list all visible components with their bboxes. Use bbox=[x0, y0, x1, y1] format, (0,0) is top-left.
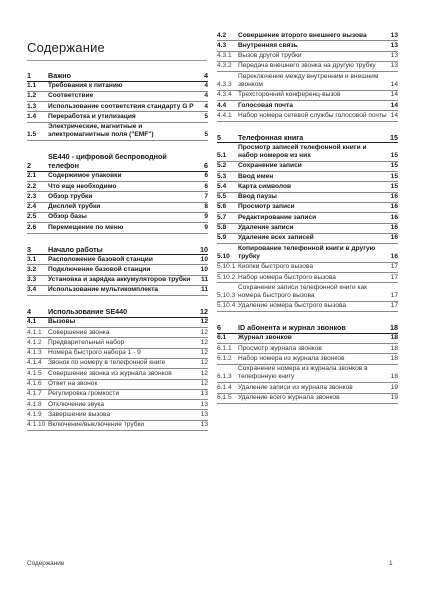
toc-entry-page: 15 bbox=[390, 151, 398, 159]
toc-entry-number: 4.1.10 bbox=[27, 421, 46, 429]
toc-entry-number: 3.3 bbox=[27, 276, 37, 284]
toc-entry-number: 1.2 bbox=[27, 92, 37, 100]
toc-entry[interactable] bbox=[27, 102, 208, 112]
toc-entry[interactable] bbox=[217, 72, 398, 91]
toc-entry-number: 5.8 bbox=[217, 224, 227, 232]
toc-entry-page: 12 bbox=[200, 338, 208, 346]
toc-entry[interactable] bbox=[27, 400, 208, 410]
toc-entry[interactable] bbox=[27, 82, 208, 92]
toc-entry-title: Вызовы bbox=[48, 318, 76, 326]
toc-entry-number: 4.3 bbox=[217, 41, 227, 49]
toc-entry-number: 6 bbox=[217, 323, 221, 333]
toc-entry-number: 6.1.3 bbox=[217, 373, 232, 381]
toc-entry[interactable] bbox=[217, 213, 398, 223]
toc-entry[interactable] bbox=[27, 276, 208, 286]
toc-entry[interactable] bbox=[27, 328, 208, 338]
toc-entry[interactable] bbox=[27, 255, 208, 265]
toc-entry-title: Переключение между внутренним и внешним звонком bbox=[238, 72, 379, 88]
toc-entry-number: 4.2 bbox=[217, 31, 227, 39]
toc-entry-page: 13 bbox=[200, 390, 208, 398]
toc-entry[interactable] bbox=[27, 421, 208, 431]
toc-entry-number: 2.3 bbox=[27, 192, 37, 200]
toc-entry-page: 15 bbox=[390, 182, 398, 190]
toc-left-column bbox=[27, 70, 208, 441]
toc-entry-page: 13 bbox=[390, 31, 398, 39]
toc-entry-title: Набор номера быстрого вызова bbox=[238, 273, 336, 281]
toc-entry-title: Начало работы bbox=[48, 244, 103, 254]
toc-entry[interactable] bbox=[217, 383, 398, 393]
toc-entry-title: Трехсторонний конференц-вызов bbox=[238, 91, 341, 99]
toc-entry-number: 2 bbox=[27, 161, 31, 171]
toc-entry-number: 4.1.5 bbox=[27, 369, 42, 377]
toc-entry[interactable] bbox=[217, 162, 398, 172]
toc-entry-title: Карта символов bbox=[238, 182, 292, 190]
toc-entry-title: Обзор базы bbox=[48, 213, 87, 221]
toc-entry[interactable] bbox=[217, 273, 398, 283]
toc-entry-number: 5.5 bbox=[217, 193, 227, 201]
toc-entry-page: 12 bbox=[200, 369, 208, 377]
toc-entry[interactable] bbox=[217, 224, 398, 234]
toc-entry-number: 2.6 bbox=[27, 223, 37, 231]
toc-entry-page: 18 bbox=[390, 334, 398, 342]
toc-entry-page: 14 bbox=[390, 101, 398, 109]
toc-entry-number: 6.1.4 bbox=[217, 383, 232, 391]
toc-entry[interactable] bbox=[217, 302, 398, 312]
toc-entry-title: Переработка и утилизация bbox=[48, 112, 136, 120]
toc-entry-title: Перемещение по меню bbox=[48, 223, 124, 231]
page-title: Содержание bbox=[27, 40, 105, 55]
toc-entry-page: 16 bbox=[390, 193, 398, 201]
toc-entry-page: 18 bbox=[390, 344, 398, 352]
toc-entry-title: Использование соответствия стандарту G P bbox=[48, 102, 194, 110]
toc-section bbox=[217, 31, 398, 122]
toc-entry-title: Набор номера сетевой службы голосовой почты bbox=[238, 111, 387, 119]
toc-entry[interactable] bbox=[27, 265, 208, 275]
toc-entry-title: Содержимое упаковки bbox=[48, 172, 122, 180]
toc-entry[interactable] bbox=[217, 365, 398, 384]
toc-entry-number: 5 bbox=[217, 132, 221, 142]
toc-entry-title: Отключение звука bbox=[48, 400, 105, 408]
toc-entry-page: 12 bbox=[200, 359, 208, 367]
toc-entry-title: Ввод паузы bbox=[238, 193, 277, 201]
toc-entry-title: Копирование телефонной книги в другую трубку bbox=[238, 244, 376, 260]
toc-entry-page: 16 bbox=[390, 224, 398, 232]
toc-section bbox=[27, 151, 208, 233]
toc-entry-page: 4 bbox=[204, 82, 208, 89]
toc-entry-title: Набор номера из журнала звонков bbox=[238, 354, 345, 362]
toc-section bbox=[217, 132, 398, 313]
toc-entry-number: 5.6 bbox=[217, 203, 227, 211]
toc-entry-number: 6.1.5 bbox=[217, 394, 232, 401]
toc-entry-number: 1.1 bbox=[27, 82, 37, 89]
toc-entry-number: 4.1.1 bbox=[27, 328, 42, 336]
toc-entry[interactable] bbox=[27, 151, 208, 172]
toc-entry-title: Журнал звонков bbox=[238, 334, 292, 342]
toc-entry[interactable] bbox=[217, 244, 398, 263]
toc-section bbox=[217, 322, 398, 404]
toc-entry-title: Дисплей трубки bbox=[48, 203, 101, 211]
toc-entry-page: 6 bbox=[204, 182, 208, 190]
toc-entry[interactable] bbox=[217, 193, 398, 203]
toc-entry-page: 18 bbox=[390, 323, 398, 333]
toc-entry-page: 18 bbox=[390, 354, 398, 362]
toc-entry-title: Совершение второго внешнего вызова bbox=[238, 31, 367, 39]
toc-entry-page: 19 bbox=[390, 394, 398, 401]
toc-entry-page: 15 bbox=[390, 172, 398, 180]
toc-entry-number: 4.1 bbox=[27, 318, 37, 326]
toc-entry-title: Использование SE440 bbox=[48, 307, 128, 317]
toc-entry-number: 4 bbox=[27, 307, 31, 317]
toc-entry-title: Сохранение номера из журнала звонков в телефонную книгу bbox=[238, 365, 368, 381]
toc-entry-page: 13 bbox=[200, 421, 208, 429]
toc-entry[interactable] bbox=[27, 92, 208, 102]
toc-entry-number: 3.4 bbox=[27, 286, 37, 294]
toc-entry[interactable] bbox=[27, 369, 208, 379]
toc-entry-page: 13 bbox=[390, 52, 398, 60]
toc-entry[interactable] bbox=[217, 101, 398, 111]
toc-entry-title: Расположение базовой станции bbox=[48, 255, 153, 263]
toc-entry-title: Включение/выключение трубки bbox=[48, 421, 145, 429]
toc-entry[interactable] bbox=[217, 344, 398, 354]
toc-entry[interactable] bbox=[27, 306, 208, 318]
toc-entry-page: 7 bbox=[204, 192, 208, 200]
toc-entry-title: Что еще необходимо bbox=[48, 182, 117, 190]
toc-entry-number: 4.1.4 bbox=[27, 359, 42, 367]
toc-entry-title: Завершение вызова bbox=[48, 410, 111, 418]
toc-entry-page: 15 bbox=[390, 162, 398, 170]
toc-entry[interactable] bbox=[217, 394, 398, 404]
toc-entry-page: 13 bbox=[200, 400, 208, 408]
toc-entry-number: 6.1.2 bbox=[217, 354, 232, 362]
footer-section-label: Содержание bbox=[27, 560, 65, 567]
toc-entry-number: 5.10 bbox=[217, 252, 230, 260]
toc-entry[interactable] bbox=[217, 234, 398, 244]
toc-entry[interactable] bbox=[217, 111, 398, 121]
toc-entry-page: 19 bbox=[390, 383, 398, 391]
toc-entry-number: 3.2 bbox=[27, 265, 37, 273]
toc-entry[interactable] bbox=[27, 349, 208, 359]
toc-entry-page: 12 bbox=[200, 328, 208, 336]
toc-entry-number: 4.3.2 bbox=[217, 62, 232, 70]
toc-entry-title: Важно bbox=[48, 71, 72, 80]
toc-entry-page: 10 bbox=[200, 244, 208, 254]
toc-section bbox=[27, 306, 208, 431]
toc-entry-number: 4.1.8 bbox=[27, 400, 42, 408]
toc-entry-number: 6.1.1 bbox=[217, 344, 232, 352]
toc-entry-number: 4.1.3 bbox=[27, 349, 42, 357]
toc-entry[interactable] bbox=[27, 112, 208, 122]
toc-entry[interactable] bbox=[217, 203, 398, 213]
title-divider bbox=[27, 60, 207, 61]
toc-entry-number: 2.2 bbox=[27, 182, 37, 190]
toc-entry-number: 3 bbox=[27, 244, 31, 254]
toc-entry-number: 2.5 bbox=[27, 213, 37, 221]
toc-entry-number: 5.7 bbox=[217, 213, 227, 221]
toc-right-column bbox=[217, 31, 398, 414]
toc-entry-page: 16 bbox=[390, 203, 398, 211]
toc-entry-number: 5.10.4 bbox=[217, 302, 236, 310]
toc-entry[interactable] bbox=[27, 213, 208, 223]
toc-entry-page: 5 bbox=[204, 112, 208, 120]
toc-entry-number: 5.9 bbox=[217, 234, 227, 242]
toc-entry-title: Регулировка громкости bbox=[48, 390, 120, 398]
toc-entry-title: Подключение базовой станции bbox=[48, 265, 151, 273]
toc-entry-title: Совершение звонка bbox=[48, 328, 110, 336]
toc-entry-number: 5.3 bbox=[217, 172, 227, 180]
toc-entry[interactable] bbox=[27, 359, 208, 369]
toc-entry[interactable] bbox=[217, 31, 398, 41]
toc-entry[interactable] bbox=[27, 223, 208, 233]
toc-entry[interactable] bbox=[217, 132, 398, 144]
toc-entry[interactable] bbox=[27, 338, 208, 348]
toc-entry-title: Голосовая почта bbox=[238, 101, 293, 109]
toc-entry[interactable] bbox=[217, 322, 398, 334]
toc-entry-number: 5.2 bbox=[217, 162, 227, 170]
toc-entry-title: Вызов другой трубки bbox=[238, 52, 302, 60]
toc-entry-page: 14 bbox=[390, 80, 398, 88]
toc-entry[interactable] bbox=[217, 334, 398, 344]
toc-entry-page: 16 bbox=[390, 213, 398, 221]
toc-entry-page: 10 bbox=[200, 255, 208, 263]
toc-entry-number: 5.10.1 bbox=[217, 263, 236, 271]
toc-entry-page: 11 bbox=[201, 276, 208, 284]
toc-section bbox=[27, 244, 208, 297]
toc-entry[interactable] bbox=[217, 62, 398, 72]
toc-entry-number: 5.10.2 bbox=[217, 273, 236, 281]
toc-entry-number: 3.1 bbox=[27, 255, 37, 263]
toc-entry-title: Совершение звонка из журнала звонков bbox=[48, 369, 172, 377]
toc-entry[interactable] bbox=[217, 41, 398, 51]
toc-entry-page: 6 bbox=[204, 172, 208, 180]
toc-entry-page: 5 bbox=[204, 131, 208, 139]
toc-entry-page: 18 bbox=[390, 373, 398, 381]
toc-entry-number: 5.1 bbox=[217, 151, 227, 159]
toc-entry[interactable] bbox=[217, 283, 398, 302]
toc-entry-title: Использование мультикомплекта bbox=[48, 286, 159, 294]
toc-entry-title: Номера быстрого набора 1 - 9 bbox=[48, 349, 141, 357]
toc-entry-title: Просмотр журнала звонков bbox=[238, 344, 322, 352]
toc-entry[interactable] bbox=[27, 380, 208, 390]
toc-entry-title: SE440 - цифровой беспроводной телефон bbox=[48, 152, 167, 171]
toc-entry-page: 10 bbox=[200, 265, 208, 273]
toc-entry-number: 2.4 bbox=[27, 203, 37, 211]
toc-entry[interactable] bbox=[217, 354, 398, 364]
toc-entry-page: 9 bbox=[204, 223, 208, 231]
toc-entry[interactable] bbox=[27, 172, 208, 182]
toc-entry-title: Внутренняя связь bbox=[238, 41, 298, 49]
toc-entry-title: Ответ на звонок bbox=[48, 380, 98, 388]
toc-entry-title: Удаление всего журнала звонков bbox=[238, 394, 340, 401]
toc-entry-page: 4 bbox=[204, 71, 208, 80]
toc-entry[interactable] bbox=[27, 203, 208, 213]
toc-entry-title: Установка и зарядка аккумуляторов трубки bbox=[48, 276, 191, 284]
toc-entry-title: Редактирование записи bbox=[238, 213, 317, 221]
toc-entry-number: 1.4 bbox=[27, 112, 37, 120]
toc-entry-page: 13 bbox=[200, 410, 208, 418]
toc-entry-title: Обзор трубки bbox=[48, 192, 93, 200]
toc-entry-number: 4.4 bbox=[217, 101, 227, 109]
toc-entry-page: 17 bbox=[390, 302, 398, 310]
toc-entry-number: 4.3.3 bbox=[217, 80, 232, 88]
toc-entry-number: 4.3.1 bbox=[217, 52, 232, 60]
toc-entry[interactable] bbox=[217, 52, 398, 62]
toc-entry-number: 4.1.7 bbox=[27, 390, 42, 398]
toc-entry-title: Телефонная книга bbox=[238, 132, 304, 142]
toc-entry-number: 5.10.3 bbox=[217, 292, 236, 300]
toc-entry-page: 12 bbox=[200, 380, 208, 388]
toc-entry-title: Передача внешнего звонка на другую трубку bbox=[238, 62, 376, 70]
toc-entry[interactable] bbox=[217, 91, 398, 101]
toc-entry-page: 16 bbox=[390, 234, 398, 242]
toc-entry-number: 4.1.2 bbox=[27, 338, 42, 346]
toc-entry-page: 13 bbox=[390, 41, 398, 49]
toc-entry[interactable] bbox=[217, 143, 398, 162]
toc-entry-page: 13 bbox=[390, 62, 398, 70]
toc-entry-title: Удаление записи bbox=[238, 224, 294, 232]
toc-entry-title: Удаление всех записей bbox=[238, 234, 314, 242]
toc-entry-page: 6 bbox=[204, 161, 208, 171]
toc-entry-page: 9 bbox=[204, 213, 208, 221]
toc-entry-title: Соответствие bbox=[48, 92, 94, 100]
toc-entry-title: Требования к питанию bbox=[48, 82, 123, 89]
toc-entry-title: Кнопки быстрого вызова bbox=[238, 263, 314, 271]
toc-entry-title: Ввод имен bbox=[238, 172, 274, 180]
toc-entry-page: 17 bbox=[390, 263, 398, 271]
toc-entry[interactable] bbox=[27, 286, 208, 296]
toc-entry-number: 5.4 bbox=[217, 182, 227, 190]
toc-entry-title: Удаление записи из журнала звонков bbox=[238, 383, 353, 391]
toc-entry-title: Предварительный набор bbox=[48, 338, 125, 346]
toc-entry-title: Просмотр записи bbox=[238, 203, 295, 211]
toc-entry[interactable] bbox=[27, 192, 208, 202]
toc-entry-page: 12 bbox=[200, 307, 208, 317]
toc-entry[interactable] bbox=[27, 410, 208, 420]
toc-entry-number: 4.1.9 bbox=[27, 410, 42, 418]
toc-entry[interactable] bbox=[27, 123, 208, 142]
toc-entry-title: Сохранение записи телефонной книги как номера быстрого вызова bbox=[238, 283, 368, 300]
toc-entry-title: Просмотр записей телефонной книги и набор номеров из них bbox=[238, 143, 367, 159]
toc-entry-number: 1 bbox=[27, 71, 31, 80]
toc-entry[interactable] bbox=[217, 182, 398, 192]
toc-entry-number: 6.1 bbox=[217, 334, 227, 342]
toc-entry-title: Сохранение записи bbox=[238, 162, 302, 170]
toc-entry[interactable] bbox=[27, 182, 208, 192]
toc-entry-number: 4.1.6 bbox=[27, 380, 42, 388]
toc-entry[interactable] bbox=[217, 172, 398, 182]
toc-entry-number: 1.5 bbox=[27, 131, 37, 139]
toc-entry[interactable] bbox=[27, 70, 208, 82]
toc-entry-title: ID абонента и журнал звонков bbox=[238, 323, 346, 333]
footer-page-number: 1 bbox=[389, 560, 393, 567]
toc-entry[interactable] bbox=[217, 263, 398, 273]
toc-entry-page: 8 bbox=[204, 203, 208, 211]
toc-entry-title: Удаление номера быстрого вызова bbox=[238, 302, 347, 310]
toc-entry-page: 12 bbox=[200, 318, 208, 326]
toc-entry[interactable] bbox=[27, 244, 208, 256]
toc-entry-page: 17 bbox=[390, 273, 398, 281]
toc-entry-page: 15 bbox=[390, 132, 398, 142]
toc-entry-page: 14 bbox=[390, 91, 398, 99]
toc-entry-number: 1.3 bbox=[27, 102, 37, 110]
toc-entry-title: Звонок по номеру в телефонной книге bbox=[48, 359, 166, 367]
toc-entry-page: 4 bbox=[204, 92, 208, 100]
toc-entry-page: 16 bbox=[390, 252, 398, 260]
toc-entry-page: 4 bbox=[204, 102, 208, 110]
toc-entry-page: 14 bbox=[390, 111, 398, 119]
toc-entry[interactable] bbox=[27, 318, 208, 328]
toc-entry-title: Электрические, магнитные и электромагнитные поля ("EMF") bbox=[48, 123, 154, 139]
toc-entry-number: 2.1 bbox=[27, 172, 37, 180]
toc-entry-number: 4.3.4 bbox=[217, 91, 232, 99]
toc-entry-page: 12 bbox=[200, 349, 208, 357]
toc-entry[interactable] bbox=[27, 390, 208, 400]
toc-entry-page: 11 bbox=[201, 286, 208, 294]
toc-section bbox=[27, 70, 208, 141]
toc-entry-number: 4.4.1 bbox=[217, 111, 232, 119]
toc-entry-page: 17 bbox=[390, 292, 398, 300]
